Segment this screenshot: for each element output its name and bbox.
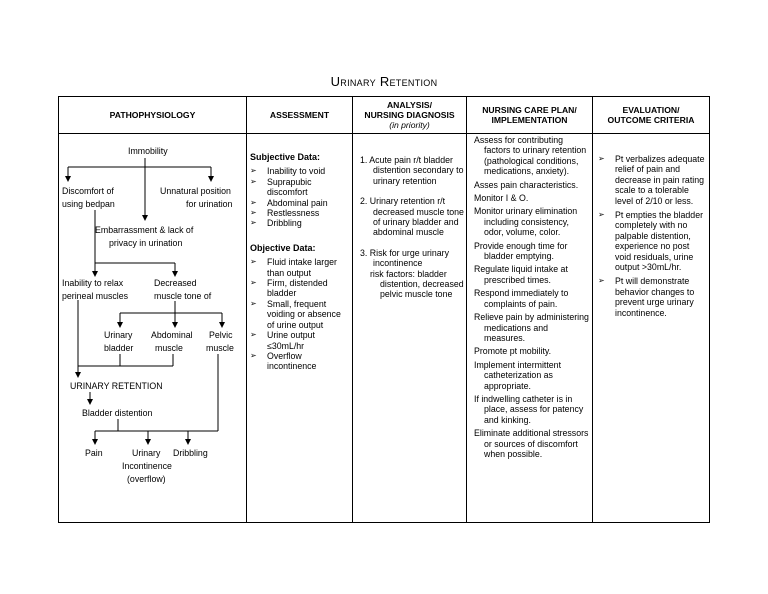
plan-item: Provide enough time for bladder emptying. [474, 240, 568, 262]
objective-item: ➢ Overflow incontinence [250, 351, 350, 372]
node-urinary-line1: Urinary [104, 330, 133, 340]
diagnosis-1: 1. Acute pain r/t bladder distention secondary to urinary retention [360, 155, 464, 186]
header-plan-line2: IMPLEMENTATION [491, 115, 568, 125]
node-incontinence-line2: Incontinence [122, 461, 172, 471]
diagnosis-3: 3. Risk for urge urinary incontinence [360, 247, 449, 269]
node-urinary-line2: bladder [104, 343, 134, 353]
subjective-item: ➢ Abdominal pain [250, 198, 350, 208]
node-abdominal-line2: muscle [155, 343, 183, 353]
evaluation-content [598, 154, 706, 318]
plan-item: Asses pain characteristics. [474, 179, 579, 190]
evaluation-item: ➢ Pt empties the bladder completely with no palpable distention, experience no post void residuals, urine output >30mL/hr. [598, 210, 706, 272]
node-unnatural-line2: for urination [186, 199, 233, 209]
subjective-item: ➢ Restlessness [250, 208, 350, 218]
node-discomfort-line2: using bedpan [62, 199, 115, 209]
header-eval-line1: EVALUATION/ [622, 105, 680, 115]
header-patho-label: PATHOPHYSIOLOGY [109, 110, 196, 120]
node-inability-line2: perineal muscles [62, 291, 129, 301]
subjective-item: ➢ Suprapubic discomfort [250, 177, 350, 198]
header-assessment-label: ASSESSMENT [269, 110, 330, 120]
diagnosis-content [360, 155, 464, 300]
node-decreased-line1: Decreased [154, 278, 197, 288]
plan-item: Promote pt mobility. [474, 346, 552, 357]
header-analysis-sub: (in priority) [389, 120, 430, 130]
header-analysis-line2: NURSING DIAGNOSIS [364, 110, 455, 120]
plan-item: Eliminate additional stressors or sources of discomfort when possible. [474, 428, 589, 459]
objective-item: ➢ Small, frequent voiding or absence of urine output [250, 299, 350, 330]
objective-item: ➢ Fluid intake larger than output [250, 257, 350, 278]
diagnosis-2: 2. Urinary retention r/t decreased muscle tone of urinary bladder and abdominal muscle [360, 196, 464, 238]
header-analysis-line1: ANALYSIS/ [386, 100, 433, 110]
node-unnatural-line1: Unnatural position [160, 186, 231, 196]
node-incontinence-line1: Urinary [132, 448, 161, 458]
assessment-content [250, 152, 350, 372]
plan-item: If indwelling catheter is in place, assess for patency and kinking. [474, 393, 584, 425]
header-plan-line1: NURSING CARE PLAN/ [482, 105, 577, 115]
plan-item: Monitor I & O. [474, 193, 529, 204]
page-title: Urinary Retention [330, 74, 438, 89]
node-embarrassment-line2: privacy in urination [109, 238, 183, 248]
node-pain: Pain [85, 448, 103, 458]
node-embarrassment-line1: Embarrassment & lack of [95, 225, 194, 235]
node-bladder-distention: Bladder distention [82, 408, 153, 418]
plan-item: Regulate liquid intake at prescribed times. [474, 264, 568, 285]
node-inability-line1: Inability to relax [62, 278, 124, 288]
node-decreased-line2: muscle tone of [154, 291, 212, 301]
node-pelvic-line1: Pelvic [209, 330, 233, 340]
node-dribbling: Dribbling [173, 448, 208, 458]
subjective-list [250, 166, 350, 228]
subjective-title: Subjective Data: [250, 152, 321, 162]
node-discomfort-line1: Discomfort of [62, 186, 114, 196]
node-urinary-retention: URINARY RETENTION [70, 381, 163, 391]
plan-content [474, 135, 590, 462]
node-pelvic-line2: muscle [206, 343, 234, 353]
evaluation-item: ➢ Pt verbalizes adequate relief of pain and decrease in pain rating scale to a tolerable level of 2/10 or less. [598, 154, 706, 206]
plan-item: Implement intermittent catheterization as appropriate. [474, 359, 562, 391]
subjective-item: ➢ Dribbling [250, 218, 350, 228]
node-incontinence-line3: (overflow) [127, 474, 166, 484]
header-eval-line2: OUTCOME CRITERIA [607, 115, 695, 125]
evaluation-item: ➢ Pt will demonstrate behavior changes to prevent urge urinary incontinence. [598, 276, 706, 318]
plan-item: Monitor urinary elimination including consistency, odor, volume, color. [474, 206, 578, 238]
diagnosis-3-risk: risk factors: bladder distention, decreased pelvic muscle tone [370, 268, 464, 300]
plan-item: Relieve pain by administering medications and measures. [474, 312, 589, 343]
node-abdominal-line1: Abdominal [151, 330, 193, 340]
objective-item: ➢ Firm, distended bladder [250, 278, 350, 299]
plan-item: Assess for contributing factors to urinary retention (pathological conditions, medications, anxiety). [474, 135, 587, 177]
subjective-item: ➢ Inability to void [250, 166, 350, 176]
evaluation-list [598, 154, 706, 318]
objective-list [250, 257, 350, 371]
plan-item: Respond immediately to complaints of pain. [474, 288, 569, 309]
objective-item: ➢ Urine output ≤30mL/hr [250, 330, 350, 351]
node-immobility: Immobility [128, 146, 168, 156]
objective-title: Objective Data: [250, 242, 316, 253]
